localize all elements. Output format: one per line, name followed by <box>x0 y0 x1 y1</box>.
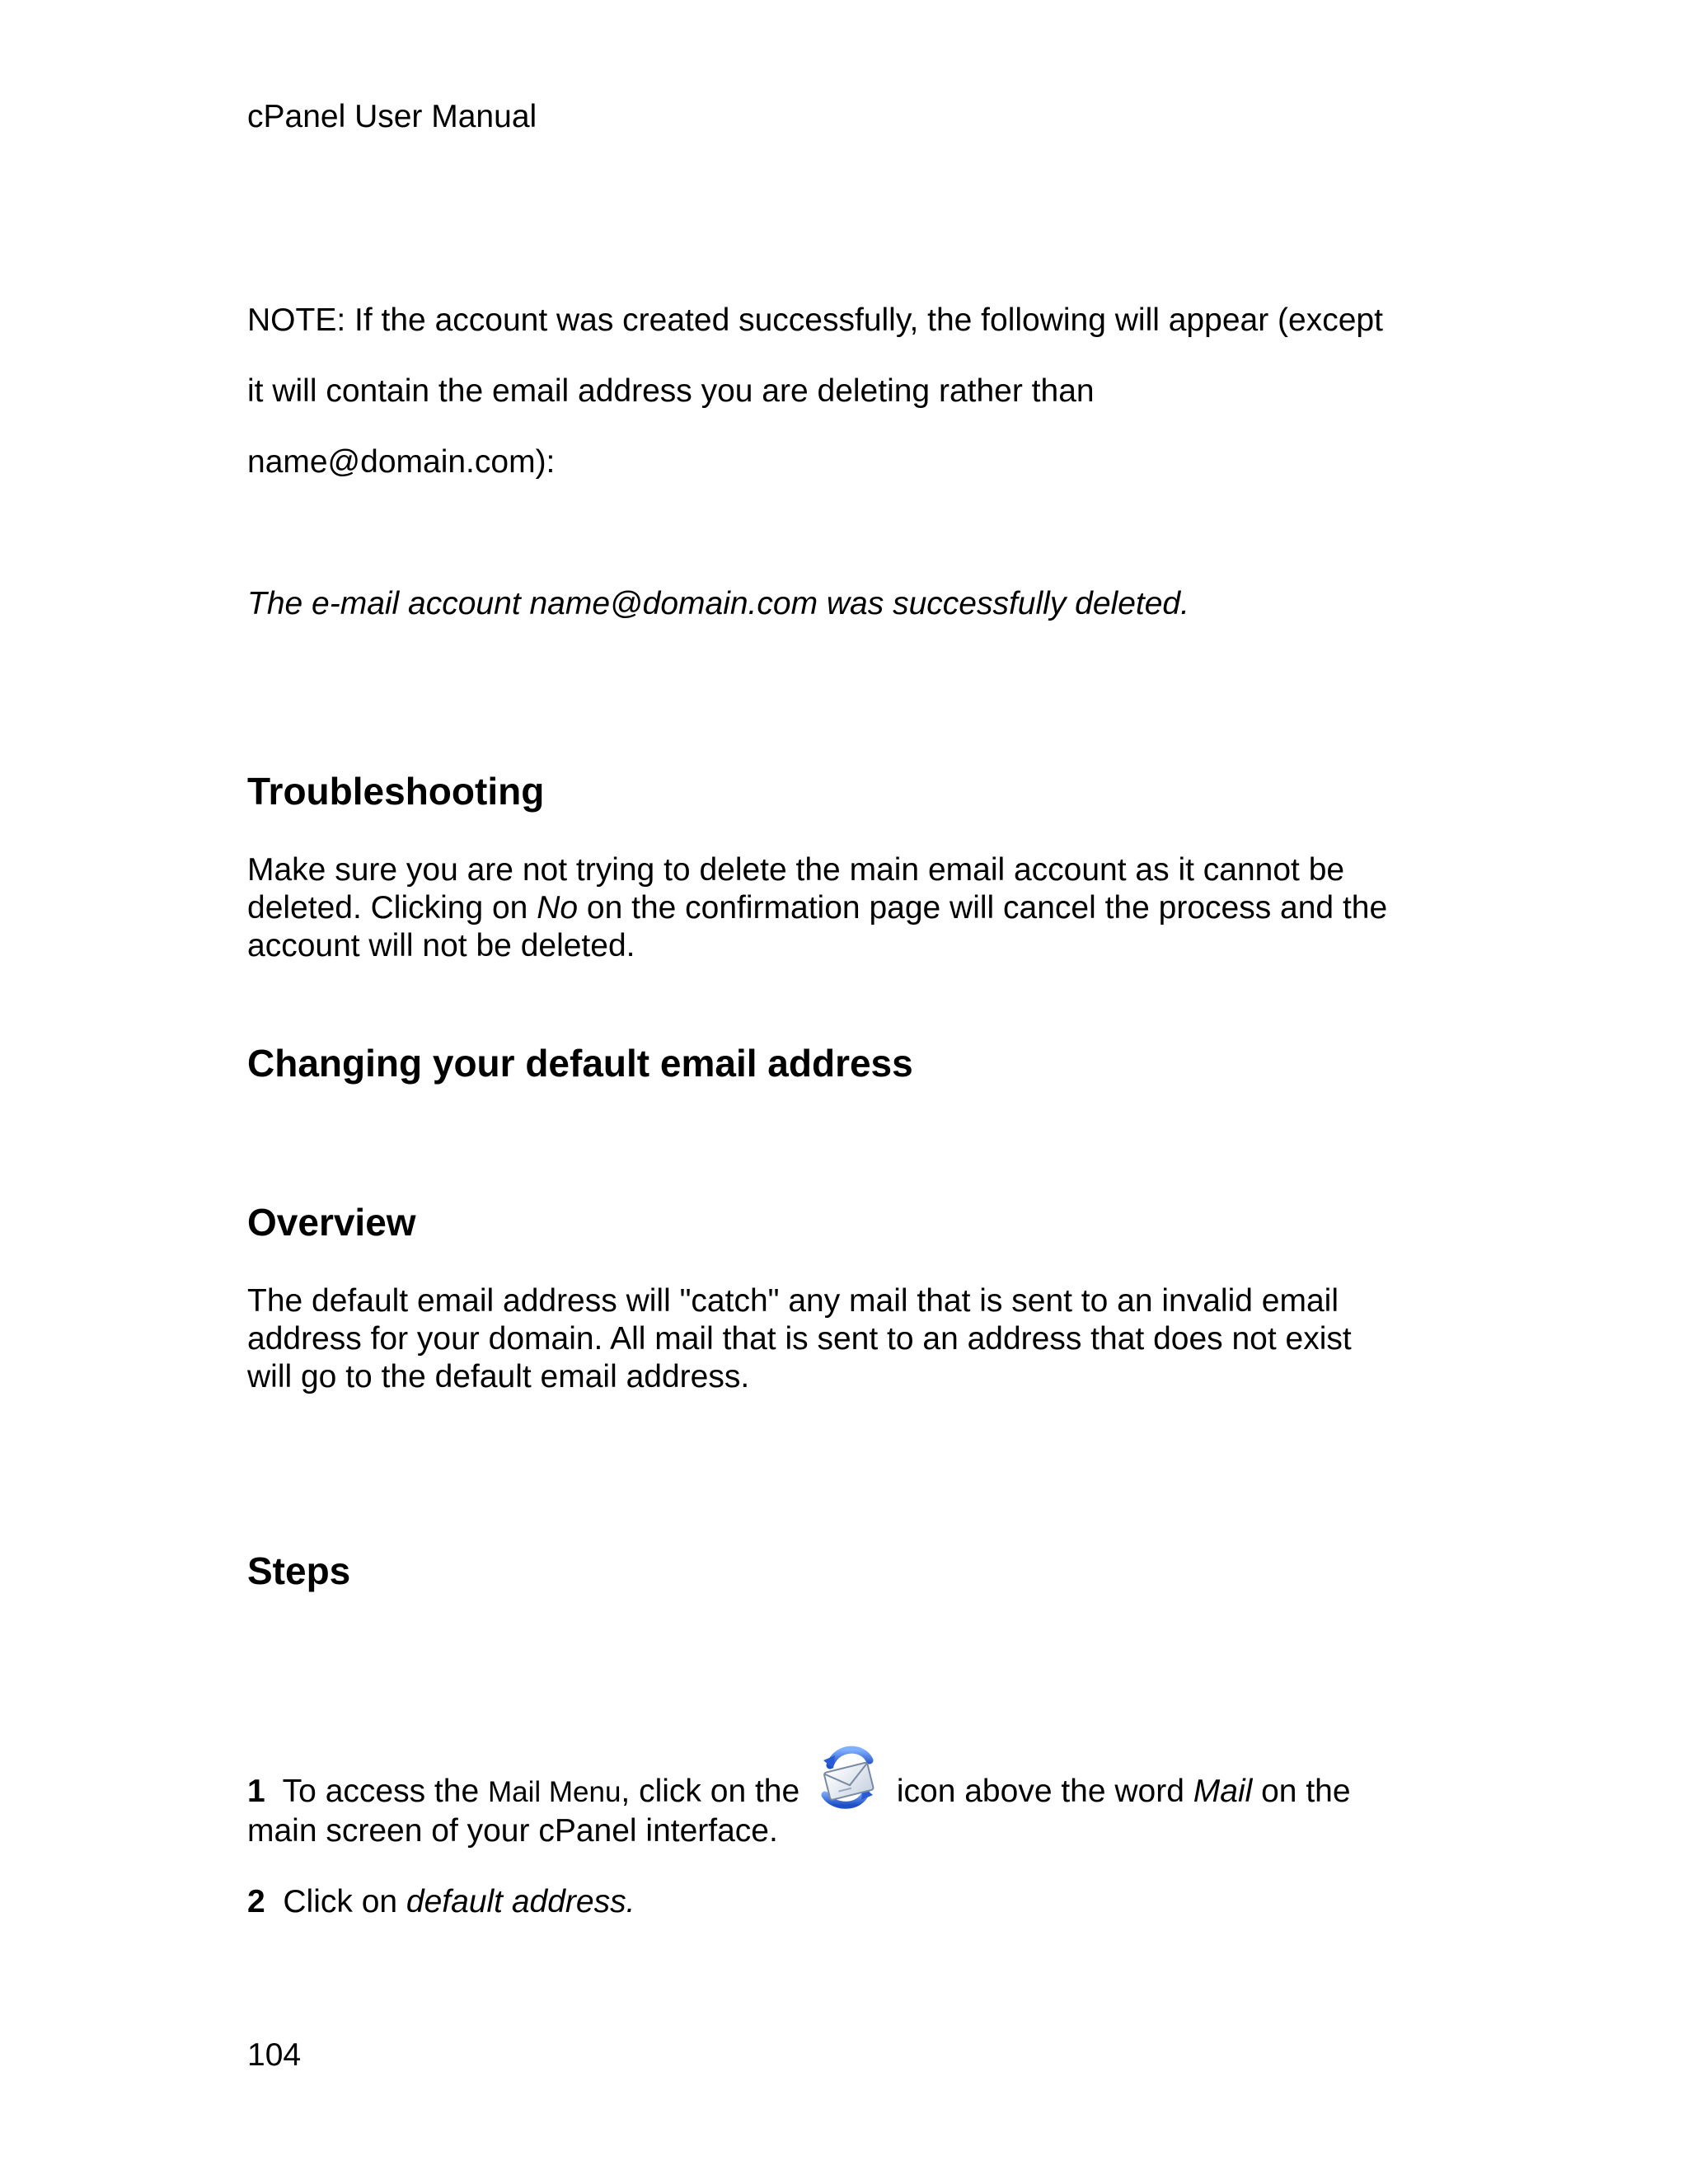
no-emphasis: No <box>537 890 579 926</box>
page-header: cPanel User Manual <box>247 99 537 134</box>
changing-heading: Changing your default email address <box>247 1042 913 1085</box>
step-1-line-1 <box>247 1741 1351 1813</box>
troubleshooting-text: deleted. Clicking on <box>247 890 537 926</box>
overview-heading: Overview <box>247 1201 416 1244</box>
note-line-2: it will contain the email address you are deleting rather than <box>247 373 1095 409</box>
mail-emphasis: Mail <box>1193 1774 1253 1809</box>
step-2 <box>247 1883 635 1921</box>
step-text: icon above the word <box>888 1774 1193 1809</box>
steps-heading: Steps <box>247 1549 351 1592</box>
troubleshooting-line-2 <box>247 889 1387 927</box>
default-address-emphasis: default address. <box>406 1884 635 1919</box>
troubleshooting-text: on the confirmation page will cancel the process and the <box>578 890 1388 926</box>
overview-line-2: address for your domain. All mail that is sent to an address that does not exist <box>247 1321 1352 1357</box>
step-number: 2 <box>247 1884 265 1919</box>
step-1-line-2: main screen of your cPanel interface. <box>247 1813 778 1849</box>
step-text: , click on the <box>621 1774 809 1809</box>
page-number: 104 <box>247 2037 302 2073</box>
note-line-1: NOTE: If the account was created successfully, the following will appear (except <box>247 302 1383 338</box>
overview-line-3: will go to the default email address. <box>247 1359 750 1394</box>
step-text: on the <box>1252 1774 1351 1809</box>
step-text: Click on <box>283 1884 406 1919</box>
step-text: To access the <box>282 1774 488 1809</box>
step-number: 1 <box>247 1774 265 1809</box>
overview-line-1: The default email address will "catch" any mail that is sent to an invalid email <box>247 1283 1339 1319</box>
mail-menu-label: Mail Menu <box>487 1776 621 1808</box>
confirmation-message: The e-mail account name@domain.com was successfully deleted. <box>247 586 1189 621</box>
troubleshooting-line-1: Make sure you are not trying to delete the main email account as it cannot be <box>247 852 1345 888</box>
troubleshooting-heading: Troubleshooting <box>247 770 545 813</box>
note-line-3: name@domain.com): <box>247 444 556 480</box>
troubleshooting-line-3: account will not be deleted. <box>247 928 635 963</box>
mail-envelope-icon <box>812 1741 884 1813</box>
